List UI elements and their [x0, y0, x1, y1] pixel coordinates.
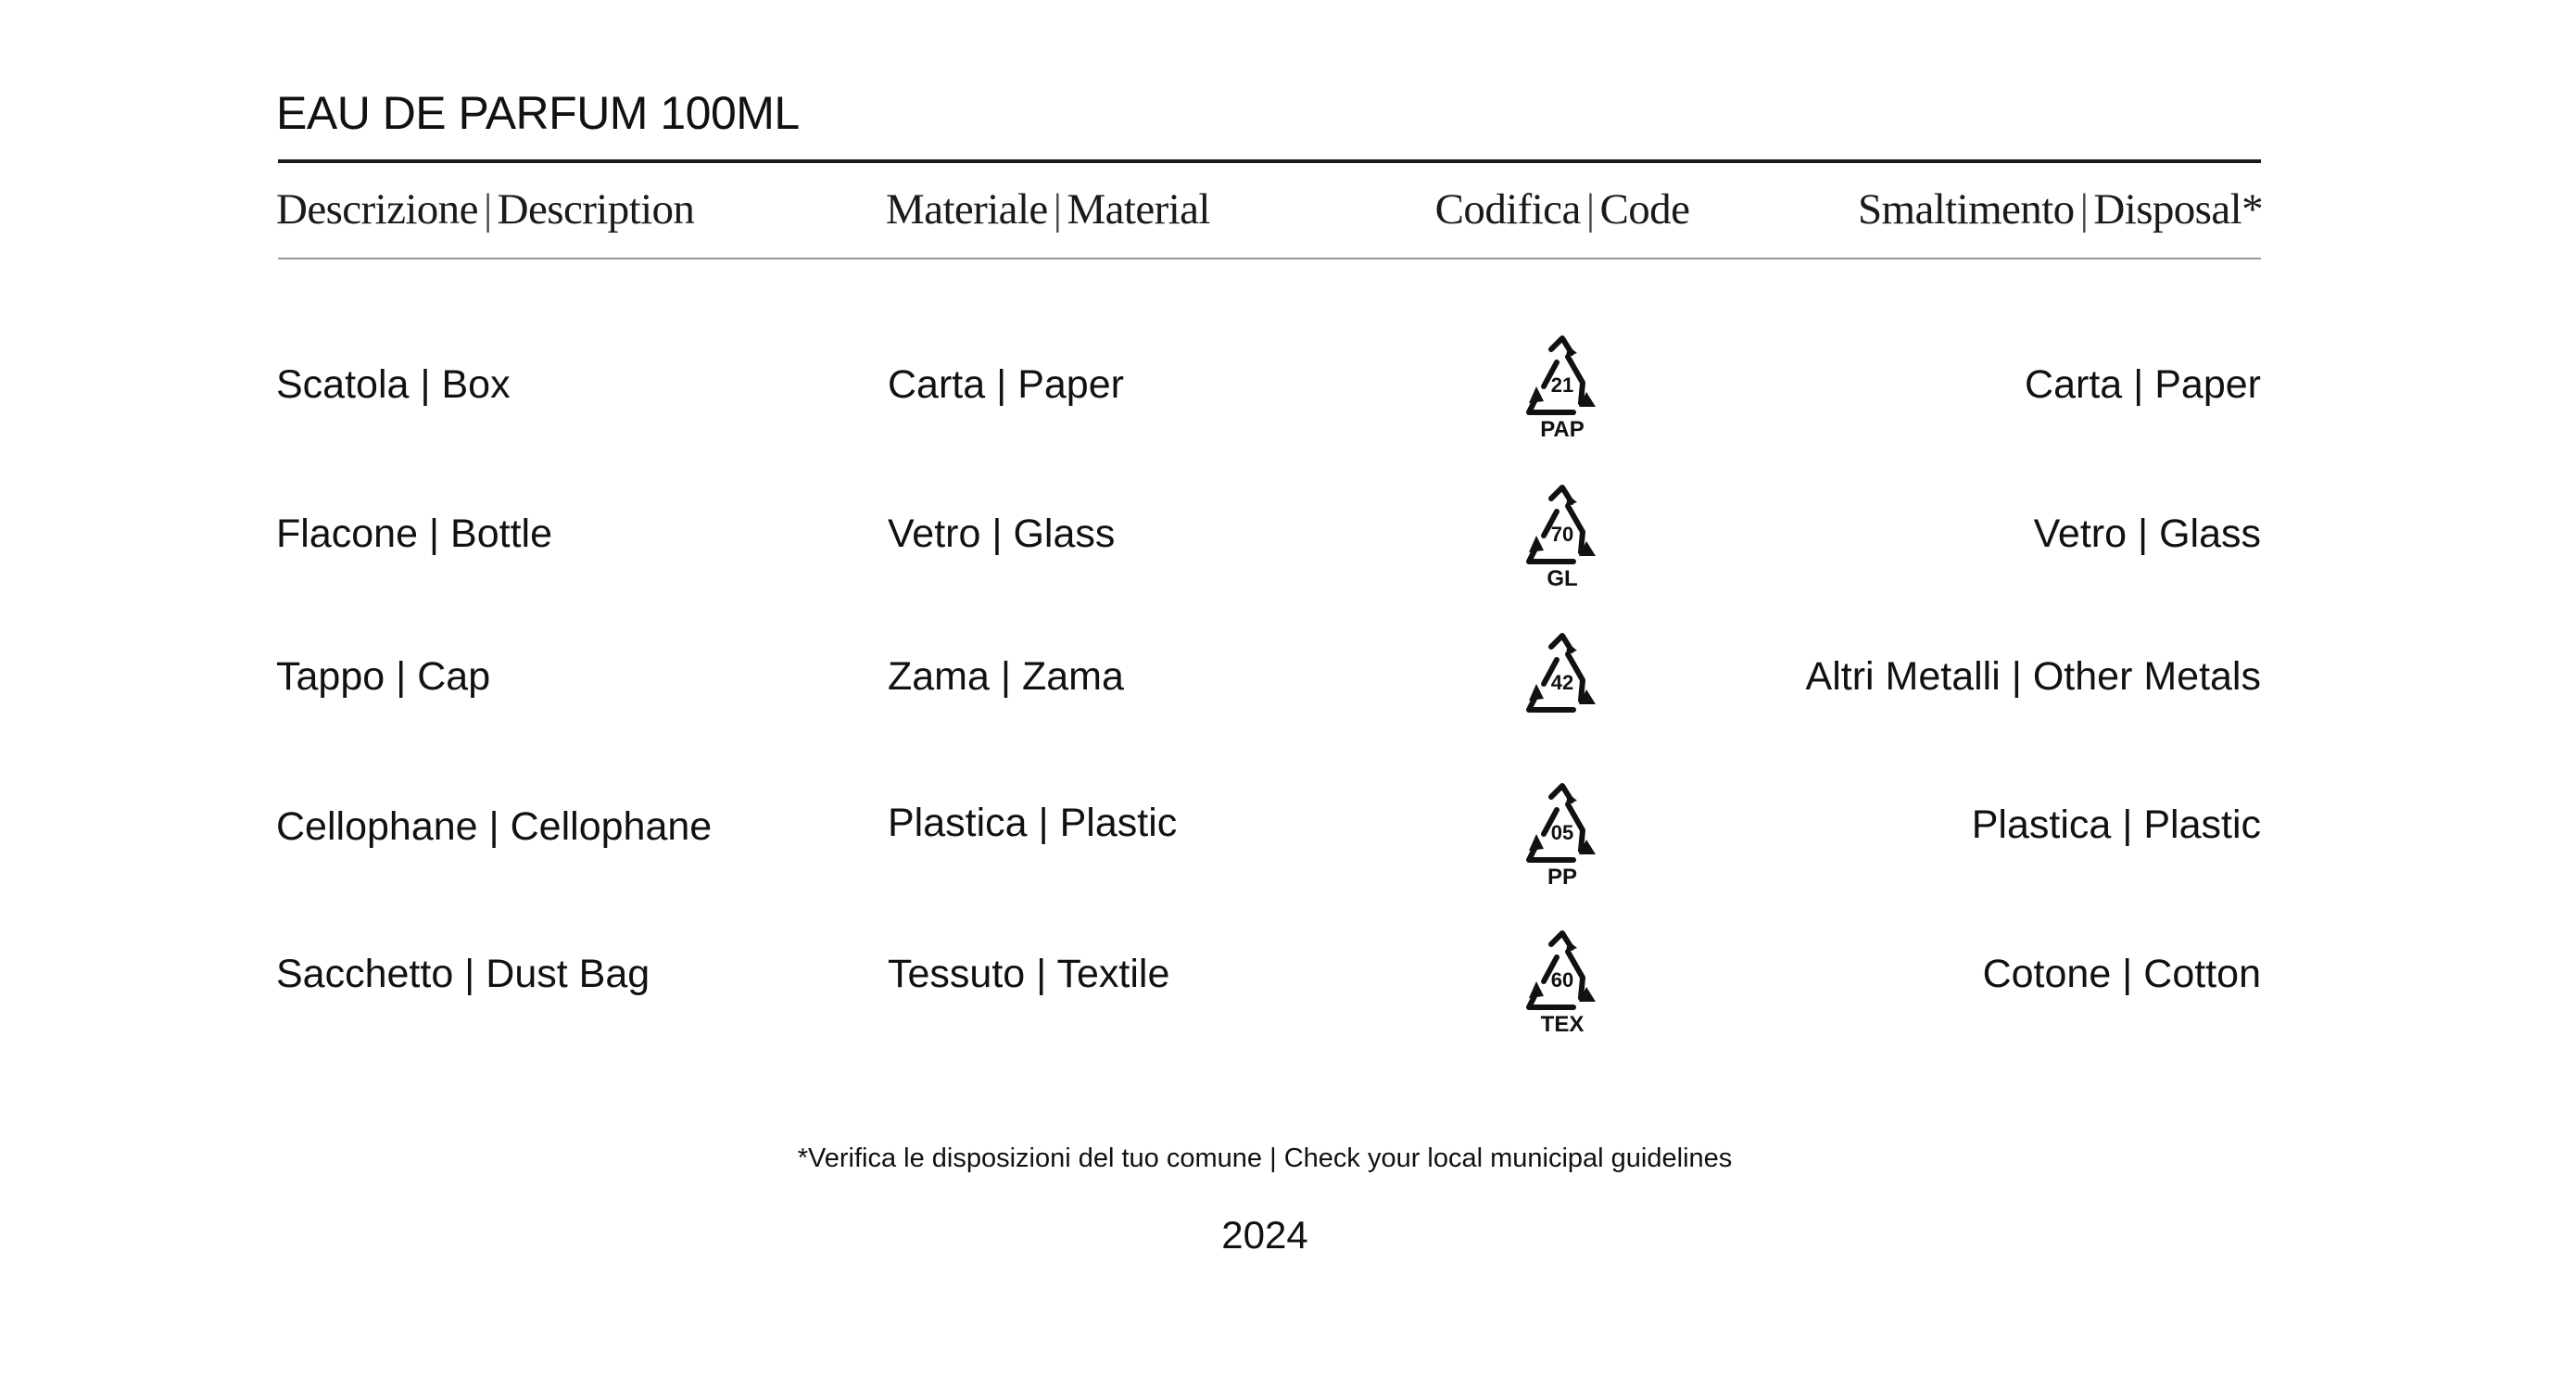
recycling-triangle-icon	[1516, 777, 1609, 888]
recycling-triangle-svg	[1516, 329, 1609, 440]
code-abbreviation: PP	[1547, 865, 1578, 888]
code-number: 42	[1550, 671, 1574, 694]
recycling-triangle-svg	[1516, 777, 1609, 888]
row-description: Cellophane | Cellophane	[276, 804, 713, 849]
header-disposal-it: Smaltimento	[1857, 185, 2075, 234]
header-material-en: Material	[1067, 185, 1210, 234]
code-abbreviation: GL	[1547, 566, 1578, 589]
header-description-it: Descrizione	[276, 185, 478, 234]
header-description	[276, 182, 694, 237]
table-row	[0, 626, 2576, 738]
table-row	[0, 329, 2576, 440]
row-material: Carta | Paper	[888, 362, 1124, 407]
recycling-triangle-icon	[1516, 626, 1609, 738]
header-description-en: Description	[497, 185, 695, 234]
row-material: Tessuto | Textile	[888, 952, 1170, 996]
row-disposal: Cotone | Cotton	[1982, 952, 2261, 996]
header-separator: |	[1053, 185, 1062, 234]
page-title: EAU DE PARFUM 100ML	[276, 87, 800, 139]
header-separator: |	[483, 185, 492, 234]
header-disposal-en: Disposal*	[2093, 185, 2263, 234]
year: 2024	[1221, 1213, 1308, 1257]
table-row	[0, 777, 2576, 888]
row-material: Plastica | Plastic	[888, 801, 1178, 845]
row-description: Sacchetto | Dust Bag	[276, 952, 650, 996]
row-disposal: Vetro | Glass	[2033, 512, 2261, 556]
row-material: Vetro | Glass	[888, 512, 1116, 556]
code-number: 05	[1550, 821, 1574, 844]
header-separator: |	[2079, 185, 2089, 234]
table-row	[0, 478, 2576, 589]
recycling-triangle-svg	[1516, 924, 1609, 1035]
header-material	[886, 182, 1210, 237]
row-description: Scatola | Box	[276, 362, 511, 407]
code-abbreviation: TEX	[1540, 1012, 1585, 1035]
table-row	[0, 924, 2576, 1035]
recycling-triangle-svg	[1516, 626, 1609, 738]
footnote: *Verifica le disposizioni del tuo comune | Check your local municipal guidelines	[797, 1144, 1733, 1173]
header-separator: |	[1585, 185, 1595, 234]
code-number: 70	[1550, 523, 1574, 546]
code-abbreviation: PAP	[1540, 417, 1585, 440]
code-number: 60	[1550, 968, 1574, 992]
recycling-triangle-icon	[1516, 329, 1609, 440]
row-disposal: Altri Metalli | Other Metals	[1805, 654, 2261, 699]
top-divider	[278, 159, 2261, 163]
recycling-triangle-icon	[1516, 924, 1609, 1035]
row-disposal: Carta | Paper	[2025, 362, 2261, 407]
header-code-en: Code	[1599, 185, 1690, 234]
row-disposal: Plastica | Plastic	[1971, 802, 2261, 847]
code-number: 21	[1550, 373, 1574, 397]
row-description: Tappo | Cap	[276, 654, 491, 699]
header-divider	[278, 258, 2261, 259]
header-code	[1435, 182, 1690, 237]
row-description: Flacone | Bottle	[276, 512, 552, 556]
row-material: Zama | Zama	[888, 654, 1124, 699]
recycling-triangle-svg	[1516, 478, 1609, 589]
header-code-it: Codifica	[1434, 185, 1581, 234]
recycling-triangle-icon	[1516, 478, 1609, 589]
header-material-it: Materiale	[886, 185, 1048, 234]
header-disposal	[1858, 182, 2263, 237]
